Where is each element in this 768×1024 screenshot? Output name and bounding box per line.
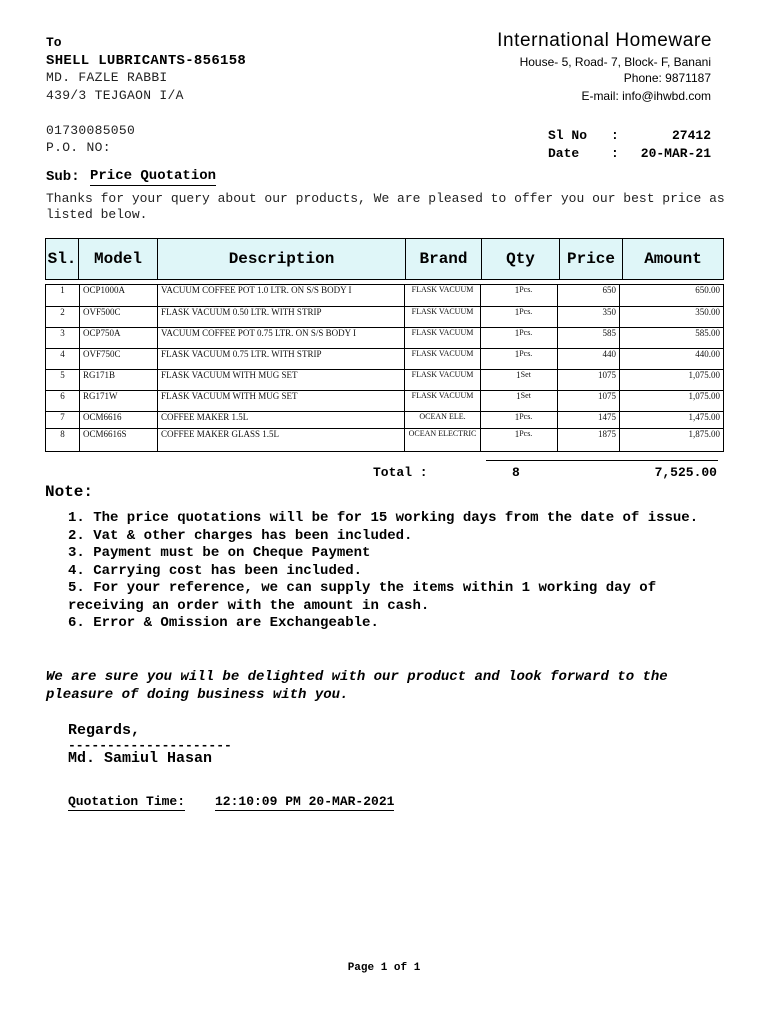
cell-description: COFFEE MAKER 1.5L: [158, 412, 405, 429]
cell-sl: 6: [46, 391, 80, 412]
cell-price: 1075: [558, 370, 620, 391]
cell-qty: [481, 285, 558, 307]
cell-brand: FLASK VACUUM: [405, 391, 481, 412]
company-address: House- 5, Road- 7, Block- F, Banani: [519, 55, 711, 69]
qty-unit: Pcs.: [519, 349, 533, 358]
cell-brand: FLASK VACUUM: [405, 285, 481, 307]
cell-model: OVF500C: [80, 307, 158, 328]
note-item: 1. The price quotations will be for 15 working days from the date of issue.: [68, 510, 699, 526]
cell-model: OVF750C: [80, 349, 158, 370]
note-title: Note:: [45, 483, 94, 501]
table-row: [46, 391, 724, 412]
cell-brand: FLASK VACUUM: [405, 370, 481, 391]
cell-qty: [481, 307, 558, 328]
signer-name: Md. Samiul Hasan: [68, 750, 213, 767]
cell-sl: 2: [46, 307, 80, 328]
cell-price: 1875: [558, 429, 620, 452]
col-header-price: Price: [560, 239, 623, 280]
qty-unit: Pcs.: [519, 412, 533, 421]
cell-qty: [481, 429, 558, 452]
qty-value: 1: [514, 412, 520, 422]
items-table: [45, 284, 724, 452]
col-header-description: Description: [158, 239, 406, 280]
cell-sl: 4: [46, 349, 80, 370]
cell-sl: 5: [46, 370, 80, 391]
qty-value: 1: [514, 349, 520, 359]
date-label: Date: [548, 146, 580, 161]
subject-label: Sub:: [46, 169, 80, 185]
cell-model: OCP750A: [80, 328, 158, 349]
closing-text: We are sure you will be delighted with our product and look forward to the pleasure of doing business with you.: [46, 669, 668, 703]
sl-no-label: Sl No: [548, 128, 588, 143]
table-row: [46, 412, 724, 429]
col-header-amount: Amount: [623, 239, 724, 280]
table-row: [46, 285, 724, 307]
col-header-qty: Qty: [482, 239, 560, 280]
customer-name: SHELL LUBRICANTS-856158: [46, 53, 247, 69]
regards-label: Regards,: [68, 722, 141, 739]
total-qty: 8: [512, 465, 520, 480]
cell-description: FLASK VACUUM 0.50 LTR. WITH STRIP: [158, 307, 405, 328]
table-row: [46, 370, 724, 391]
sl-no-value: 27412: [671, 128, 711, 143]
company-phone: Phone: 9871187: [623, 71, 711, 85]
cell-model: OCP1000A: [80, 285, 158, 307]
to-label: To: [46, 35, 62, 50]
cell-sl: 1: [46, 285, 80, 307]
table-row: [46, 328, 724, 349]
sl-no-colon: :: [611, 128, 619, 143]
total-divider: [486, 460, 718, 461]
cell-price: 650: [558, 285, 620, 307]
qty-unit: Pcs.: [519, 328, 533, 337]
cell-price: 1075: [558, 391, 620, 412]
customer-address: 439/3 TEJGAON I/A: [46, 88, 184, 103]
cell-description: COFFEE MAKER GLASS 1.5L: [158, 429, 405, 452]
qty-value: 1: [514, 429, 520, 439]
date-colon: :: [611, 146, 619, 161]
note-item: 5. For your reference, we can supply the items within 1 working day of receiving an order with the amount in cash.: [68, 580, 657, 614]
cell-description: FLASK VACUUM WITH MUG SET: [158, 391, 405, 412]
cell-amount: 650.00: [620, 285, 724, 307]
qty-value: 1: [516, 391, 521, 401]
page-number: Page 1 of 1: [347, 962, 421, 974]
cell-brand: OCEAN ELECTRIC: [405, 429, 481, 452]
qty-unit: Pcs.: [519, 285, 533, 294]
intro-text: Thanks for your query about our products, We are pleased to offer you our best price as listed below.: [46, 191, 725, 222]
qty-value: 1: [516, 370, 521, 380]
cell-amount: 585.00: [620, 328, 724, 349]
items-table-header: [45, 238, 724, 280]
cell-description: FLASK VACUUM 0.75 LTR. WITH STRIP: [158, 349, 405, 370]
cell-model: OCM6616S: [80, 429, 158, 452]
cell-price: 585: [558, 328, 620, 349]
table-row: [46, 429, 724, 452]
qty-unit: Pcs.: [519, 429, 533, 438]
qty-value: 1: [514, 328, 520, 338]
total-amount: 7,525.00: [654, 465, 717, 480]
table-row: [46, 349, 724, 370]
notes-list: [68, 510, 728, 633]
note-item: 6. Error & Omission are Exchangeable.: [68, 615, 379, 631]
cell-sl: 3: [46, 328, 80, 349]
cell-amount: 1,075.00: [620, 391, 724, 412]
cell-qty: [481, 412, 558, 429]
cell-brand: OCEAN ELE.: [405, 412, 481, 429]
cell-sl: 7: [46, 412, 80, 429]
table-row: [46, 307, 724, 328]
cell-amount: 350.00: [620, 307, 724, 328]
cell-model: OCM6616: [80, 412, 158, 429]
customer-contact: MD. FAZLE RABBI: [46, 70, 168, 85]
qty-unit: Pcs.: [519, 307, 533, 316]
cell-brand: FLASK VACUUM: [405, 328, 481, 349]
signature-line: ---------------------: [68, 738, 232, 753]
qty-value: 1: [514, 285, 520, 295]
cell-description: VACUUM COFFEE POT 0.75 LTR. ON S/S BODY I: [158, 328, 405, 349]
company-name: International Homeware: [497, 30, 712, 51]
cell-model: RG171W: [80, 391, 158, 412]
cell-brand: FLASK VACUUM: [405, 307, 481, 328]
cell-description: VACUUM COFFEE POT 1.0 LTR. ON S/S BODY I: [158, 285, 405, 307]
date-value: 20-MAR-21: [640, 146, 711, 161]
cell-qty: [481, 391, 558, 412]
cell-description: FLASK VACUUM WITH MUG SET: [158, 370, 405, 391]
col-header-sl: Sl.: [46, 239, 79, 280]
cell-price: 350: [558, 307, 620, 328]
cell-price: 1475: [558, 412, 620, 429]
quotation-time-label: Quotation Time:: [68, 794, 186, 809]
cell-qty: [481, 370, 558, 391]
cell-amount: 440.00: [620, 349, 724, 370]
qty-unit: Set: [520, 370, 531, 379]
note-item: 3. Payment must be on Cheque Payment: [68, 545, 371, 561]
customer-phone: 01730085050: [46, 123, 136, 138]
cell-sl: 8: [46, 429, 80, 452]
cell-qty: [481, 349, 558, 370]
note-item: 2. Vat & other charges has been included.: [68, 527, 413, 544]
cell-price: 440: [558, 349, 620, 370]
po-number: P.O. NO:: [46, 140, 111, 155]
cell-model: RG171B: [80, 370, 158, 391]
col-header-model: Model: [79, 239, 158, 280]
cell-amount: 1,075.00: [620, 370, 724, 391]
cell-amount: 1,875.00: [620, 429, 724, 452]
total-label: Total :: [373, 465, 428, 480]
qty-value: 1: [514, 307, 520, 317]
company-email: E-mail: info@ihwbd.com: [581, 89, 711, 103]
qty-unit: Set: [520, 391, 531, 400]
note-item: 4. Carrying cost has been included.: [68, 562, 363, 579]
quotation-time-value: 12:10:09 PM 20-MAR-2021: [215, 794, 395, 809]
col-header-brand: Brand: [406, 239, 482, 280]
cell-brand: FLASK VACUUM: [405, 349, 481, 370]
subject-text: Price Quotation: [90, 168, 217, 184]
cell-qty: [481, 328, 558, 349]
cell-amount: 1,475.00: [620, 412, 724, 429]
